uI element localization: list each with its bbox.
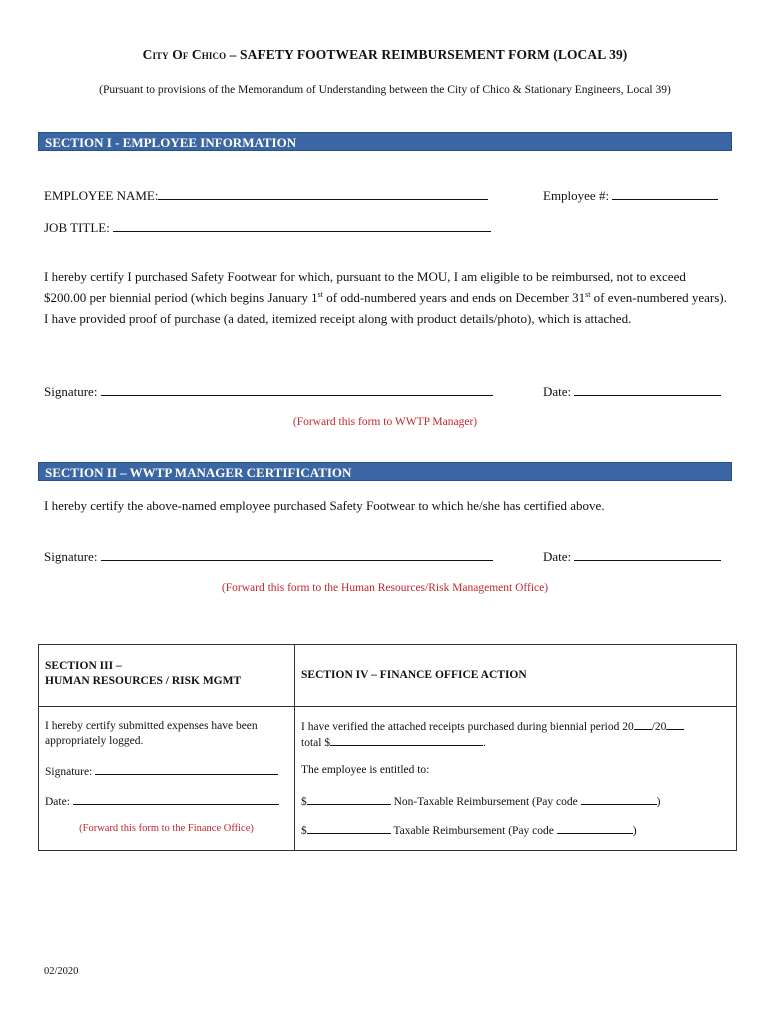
section-4-header-cell (295, 645, 737, 707)
employee-name-row (44, 187, 488, 204)
manager-date-label: Date: (543, 549, 572, 564)
employee-name-label: EMPLOYEE NAME: (44, 188, 159, 203)
cert-text-2: of odd-numbered years and ends on December 31 (323, 290, 586, 305)
section-4-body-cell (295, 707, 737, 851)
manager-certification-text: I hereby certify the above-named employee purchased Safety Footwear to which he/she has certified above. (44, 498, 605, 513)
manager-date-field[interactable] (574, 548, 721, 561)
manager-signature-label: Signature: (44, 549, 98, 564)
hr-finance-table (38, 644, 737, 851)
hr-signature-label: Signature: (45, 766, 93, 778)
taxable-label: Taxable Reimbursement (Pay code (393, 825, 554, 837)
employee-number-field[interactable] (612, 187, 718, 200)
form-subtitle: (Pursuant to provisions of the Memorandum of Understanding between the City of Chico & Stationary Engineers, Local 39) (99, 84, 671, 96)
cert-text-1: I hereby certify I purchased Safety Footwear for which, pursuant to the MOU, I am eligible to be reimbursed, not to exceed $200.00 per biennial period (which begins January 1 (44, 269, 686, 305)
verify-text: I have verified the attached receipts purchased during biennial period 20 (301, 721, 634, 733)
nontaxable-dollar: $ (301, 796, 307, 808)
hr-signature-row (45, 764, 278, 778)
taxable-row (301, 823, 637, 837)
cert-sup-1: st (317, 290, 323, 299)
employee-certification-text (44, 266, 728, 329)
nontaxable-close: ) (656, 796, 661, 808)
manager-signature-row (44, 548, 493, 565)
hr-signature-field[interactable] (95, 764, 278, 775)
job-title-label: JOB TITLE: (44, 220, 110, 235)
form-title (0, 47, 770, 63)
employee-date-label: Date: (543, 384, 572, 399)
nontaxable-label: Non-Taxable Reimbursement (Pay code (393, 796, 578, 808)
forward-note-finance: (Forward this form to the Finance Office) (79, 823, 254, 834)
hr-date-label: Date: (45, 796, 70, 808)
nontaxable-amount-field[interactable] (307, 794, 391, 805)
employee-date-field[interactable] (574, 383, 721, 396)
employee-number-label: Employee #: (543, 188, 610, 203)
nontaxable-paycode-field[interactable] (581, 794, 657, 805)
section-3-body-cell (39, 707, 295, 851)
hr-date-field[interactable] (73, 794, 279, 805)
employee-signature-field[interactable] (101, 383, 493, 396)
manager-date-row (543, 548, 721, 565)
form-title-city: City Of Chico (142, 47, 227, 62)
form-title-main: – SAFETY FOOTWEAR REIMBURSEMENT FORM (LOCAL 39) (229, 47, 628, 62)
hr-certification-text: I hereby certify submitted expenses have been appropriately logged. (45, 720, 258, 747)
cert-sup-2: st (585, 290, 591, 299)
section-3-header-cell (39, 645, 295, 707)
section-3-heading-1: SECTION III – (45, 660, 122, 672)
section-1-header: SECTION I - EMPLOYEE INFORMATION (38, 132, 732, 151)
section-2-header: SECTION II – WWTP MANAGER CERTIFICATION (38, 462, 732, 481)
job-title-row (44, 219, 491, 236)
employee-name-field[interactable] (158, 187, 488, 200)
employee-signature-label: Signature: (44, 384, 98, 399)
job-title-field[interactable] (113, 219, 491, 232)
taxable-dollar: $ (301, 825, 307, 837)
employee-signature-row (44, 383, 493, 400)
section-4-heading: SECTION IV – FINANCE OFFICE ACTION (301, 669, 527, 681)
biennial-start-year-field[interactable] (634, 719, 652, 730)
forward-note-hr: (Forward this form to the Human Resources/Risk Management Office) (221, 582, 549, 594)
total-amount-field[interactable] (330, 735, 483, 746)
taxable-close: ) (632, 825, 637, 837)
employee-number-row (543, 187, 718, 204)
total-label: total $ (301, 737, 331, 749)
entitled-text: The employee is entitled to: (301, 764, 430, 776)
cert-text-3: of even-numbered years). I have provided proof of purchase (a dated, itemized receipt along with product details/photo), which is attached. (44, 290, 727, 326)
employee-date-row (543, 383, 721, 400)
nontaxable-row (301, 794, 660, 808)
biennial-end-year-field[interactable] (666, 719, 684, 730)
taxable-paycode-field[interactable] (557, 823, 633, 834)
hr-date-row (45, 794, 279, 808)
finance-verify-row: I have verified the attached receipts purchased during biennial period 20 /20 total $ . (301, 719, 731, 751)
verify-sep: /20 (651, 721, 667, 733)
section-3-heading-2: HUMAN RESOURCES / RISK MGMT (45, 675, 242, 687)
forward-note-wwtp: (Forward this form to WWTP Manager) (292, 416, 478, 428)
manager-signature-field[interactable] (101, 548, 493, 561)
taxable-amount-field[interactable] (307, 823, 391, 834)
form-version: 02/2020 (44, 966, 79, 977)
